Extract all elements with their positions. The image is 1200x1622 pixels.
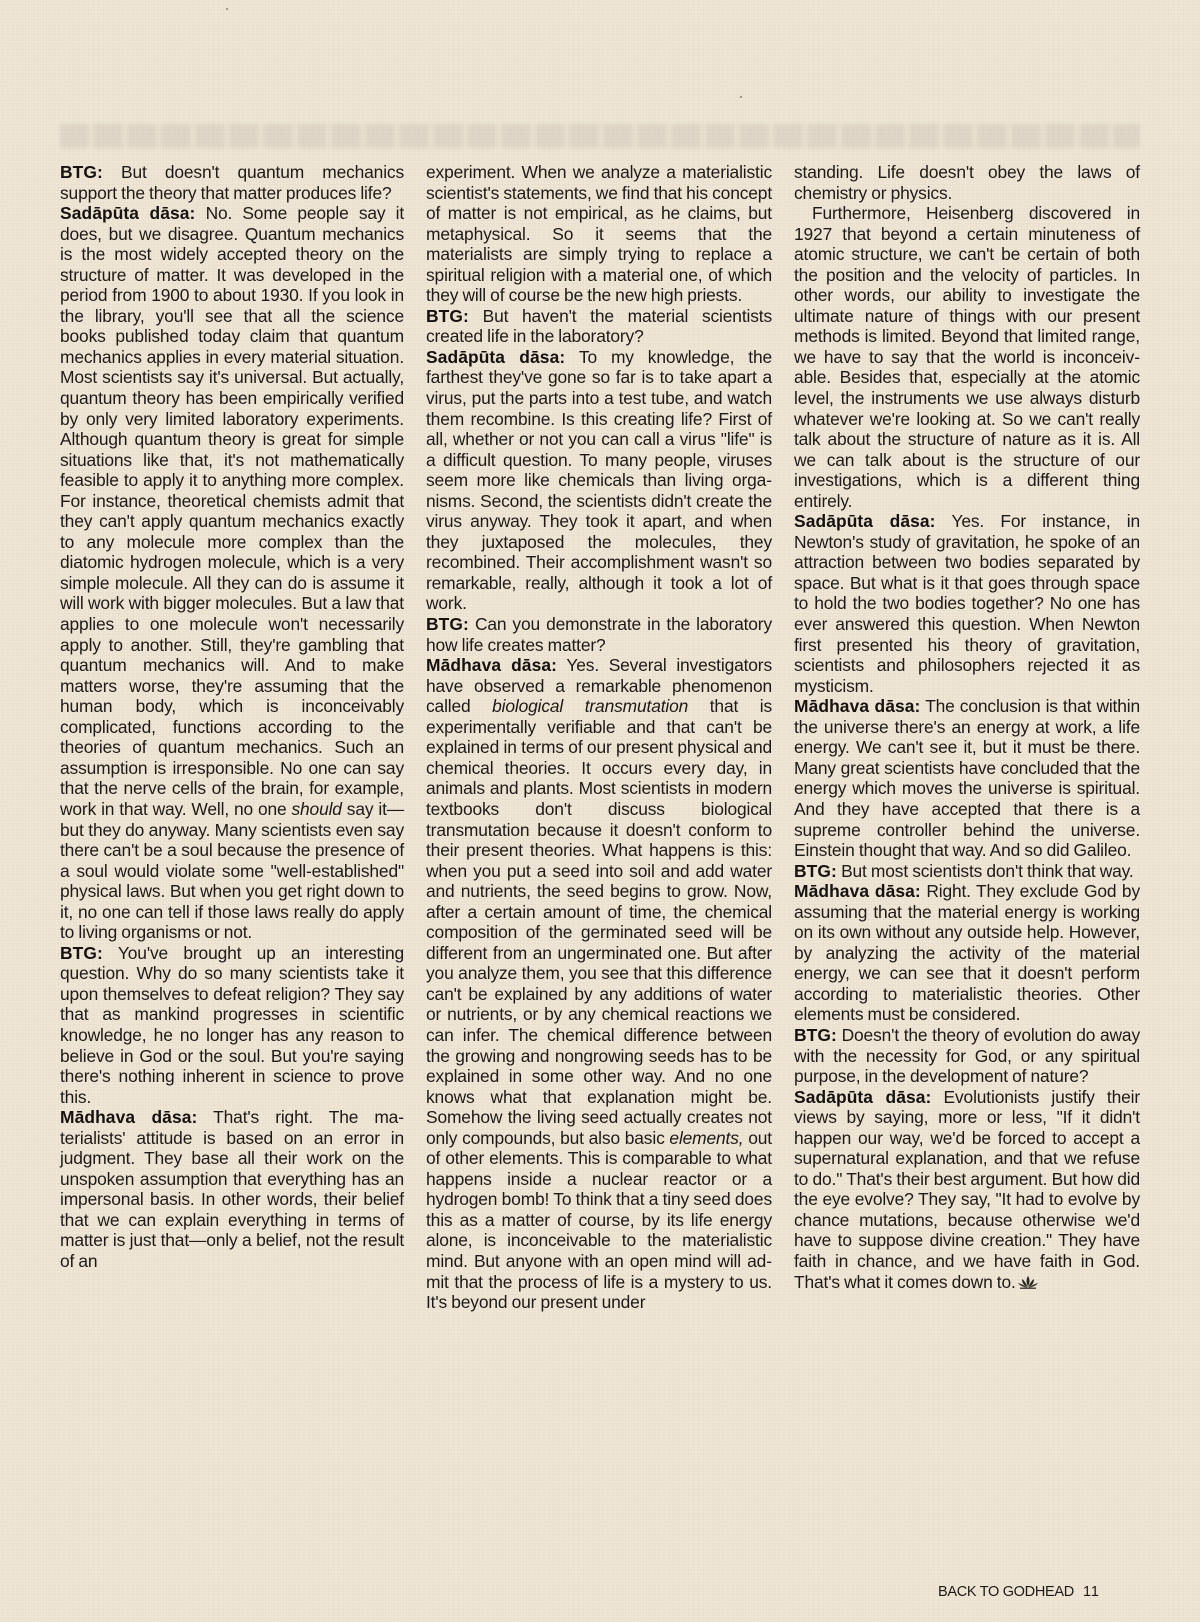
- body-text: Right. They exclude God by assuming that the material energy is working on its own without any outside help. However, by analyzing the activity of the material energy, we can see that it doesn't perform according to materialistic theories. Other elements must be considered.: [794, 881, 1140, 1025]
- dialogue-paragraph: [426, 614, 772, 655]
- speaker-label: BTG:: [426, 614, 469, 635]
- speaker-label: Mādhava dāsa:: [794, 881, 921, 902]
- dialogue-paragraph: [794, 881, 1140, 1025]
- page-number: 11: [1082, 1584, 1100, 1600]
- dialogue-paragraph: [426, 655, 772, 1313]
- speaker-label: Mādhava dāsa:: [60, 1107, 198, 1128]
- speaker-label: Sadāpūta dāsa:: [794, 511, 936, 532]
- speaker-label: BTG:: [794, 860, 837, 881]
- paper-speck: [226, 8, 228, 10]
- body-text: out of other elements. This is comparable to what happens inside a nuclear reactor or a hydrogen bomb! To think that a tiny seed does this as a matter of course, by its life energy alone, is inconceivable to the materialistic mind. But anyone with an open mind will admit that the process of life is a mystery to us. It's beyond our present under: [426, 1127, 772, 1313]
- speaker-label: Mādhava dāsa:: [794, 696, 921, 717]
- body-text: You've brought up an interesting question. Why do so many scientists take it upon themselves to defeat religion? They say that as mankind progresses in scientific knowledge, he no longer has any reason to believe in God or the soul. But you're saying there's nothing inherent in science to prove this.: [60, 942, 404, 1107]
- column-1: [60, 162, 404, 1313]
- body-text: But doesn't quantum mechanics support the theory that matter produces life?: [60, 162, 404, 203]
- speaker-label: Sadāpūta dāsa:: [794, 1086, 932, 1107]
- text-paragraph: [794, 162, 1140, 203]
- emphasized-text: should: [291, 798, 342, 819]
- speaker-label: BTG:: [60, 162, 103, 182]
- column-3: [794, 162, 1140, 1313]
- body-text: To my knowledge, the farthest they've gone so far is to take apart a virus, put the parts into a test tube, and watch them recombine. Is this creating life? First of all, whether or not you can call a virus "life" is a difficult question. To many people, viruses seem more like chemicals than living organisms. Second, the scientists didn't create the virus anyway. They took it apart, and when they juxtaposed the molecules, they recombined. Their accomplishment wasn't so remarkable, really, although it took a lot of work.: [426, 346, 772, 614]
- publication-name: BACK TO GODHEAD: [937, 1584, 1074, 1600]
- paper-speck: [740, 96, 742, 98]
- body-text: That's right. The materialists' attitude is based on an error in judgment. They base all their work on the unspoken assumption that everything has an impersonal basis. In other words, their belief that we can explain everything in terms of matter is just that—only a belief, not the result of an: [60, 1107, 405, 1271]
- dialogue-paragraph: [794, 861, 1140, 882]
- emphasized-text: biological transmutation: [492, 696, 689, 717]
- body-text: Doesn't the theory of evolution do away with the necessity for God, or any spiritual purpose, in the development of nature?: [794, 1024, 1140, 1087]
- page-footer: [938, 1584, 1100, 1600]
- dialogue-paragraph: [426, 347, 772, 614]
- body-text: standing. Life doesn't obey the laws of chemistry or physics.: [794, 162, 1140, 203]
- body-text: that is experimentally verifiable and that can't be explained in terms of our present physical and chemical theories. It occurs every day, in animals and plants. Most scientists in modern textbooks don't discuss biological transmutation because it doesn't conform to their present theories. What happens is this: when you put a seed into soil and add water and nutrients, the seed begins to grow. Now, after a certain amount of time, the chemical composition of the germinated seed will be different from an ungerminated one. But after you analyze them, you see that this difference can't be explained by any additions of water or nutrients, or by any chemical reactions we can infer. The chemical difference between the growing and nongrowing seeds has to be explained in some other way. And no one knows what that explanation might be. Somehow the living seed actually creates not only compounds, but also basic: [426, 696, 772, 1148]
- text-paragraph: [794, 203, 1140, 511]
- emphasized-text: elements,: [669, 1127, 744, 1148]
- lotus-icon: [1017, 1275, 1039, 1289]
- speaker-label: BTG:: [60, 942, 103, 963]
- body-text: Yes. Several investigators have observed a remarkable phenomenon called: [426, 655, 772, 717]
- body-text: say it—but they do anyway. Many scientists even say there can't be a soul because the presence of a soul would violate some "well-established" physical laws. But when you get right down to it, no one can tell if those laws really do apply to living organisms or not.: [60, 798, 404, 943]
- speaker-label: Mādhava dāsa:: [426, 655, 558, 676]
- dialogue-paragraph: [794, 696, 1140, 860]
- dialogue-paragraph: [60, 203, 404, 943]
- body-text: Evolutionists justify their views by saying, more or less, "If it didn't happen our way, we'd be forced to accept a supernatural explanation, and that we refuse to do." That's their best argument. But how did the eye evolve? They say, "It had to evolve by chance mutations, because otherwise we'd have to suppose divine creation." They have faith in chance, and we have faith in God. That's what it comes down to.: [794, 1086, 1140, 1292]
- speaker-label: BTG:: [426, 305, 469, 326]
- dialogue-paragraph: [794, 1087, 1140, 1292]
- speaker-label: Sadāpūta dāsa:: [426, 346, 566, 367]
- body-text: Yes. For instance, in Newton's study of gravitation, he spoke of an attraction between two bodies separated by space. But what is it that goes through space to hold the two bodies together? No one has ever answered this question. When Newton first presented his theory of gravitation, scientists and philosophers rejected it as mysticism.: [794, 511, 1141, 696]
- dialogue-paragraph: [794, 511, 1140, 696]
- column-2: [426, 162, 772, 1313]
- body-text: Can you demonstrate in the laboratory how life creates matter?: [426, 614, 772, 655]
- body-text: But haven't the material scientists created life in the laboratory?: [426, 305, 772, 347]
- body-text: The conclusion is that within the universe there's an energy at work, a life energy. We can't see it, but it must be there. Many great scientists have concluded that the energy which moves the universe is spiritual. And they have accepted that there is a supreme controller behind the universe. Einstein thought that way. And so did Galileo.: [794, 696, 1141, 861]
- dialogue-paragraph: [60, 1107, 404, 1271]
- dialogue-paragraph: [60, 162, 404, 203]
- body-text: experiment. When we analyze a materialistic scientist's statements, we find that his concept of matter is not empirical, as he claims, but metaphysical. So it seems that the materialists are simply trying to replace a spiritual religion with a material one, of which they will of course be the new high priests.: [426, 162, 772, 306]
- speaker-label: BTG:: [794, 1024, 837, 1045]
- dialogue-paragraph: [426, 306, 772, 347]
- dialogue-paragraph: [60, 943, 404, 1107]
- text-paragraph: [426, 162, 772, 306]
- article-body: [60, 162, 1140, 1313]
- reverse-page-show-through: [60, 124, 1140, 148]
- body-text: But most scientists don't think that way.: [836, 860, 1134, 881]
- speaker-label: Sadāpūta dāsa:: [60, 203, 196, 224]
- dialogue-paragraph: [794, 1025, 1140, 1087]
- body-text: No. Some people say it does, but we disagree. Quantum mechanics is the most widely accepted theory on the structure of matter. It was developed in the period from 1900 to about 1930. If you look in the library, you'll see that all the science books published today claim that quantum mechanics applies in every material situation. Most scientists say it's universal. But actually, quantum theory has been empirically verified by only very limited laboratory experiments. Although quantum theory is great for simple situations like that, it's not mathematically feasible to apply it to anything more complex. For instance, theoretical chemists admit that they can't apply quantum mechanics exactly to any molecule more complex than the diatomic hydrogen molecule, which is a very simple molecule. All they can do is assume it will work with bigger molecules. But a law that applies to one molecule won't necessarily apply to another. Still, they're gambling that quantum mechanics will. And to make matters worse, they're assuming that the human body, which is inconceivably complicated, functions according to the theories of quantum mechanics. Such an assumption is irresponsible. No one can say that the nerve cells of the brain, for example, work in that way. Well, no one: [60, 203, 404, 819]
- body-text: Furthermore, Heisenberg discovered in 1927 that beyond a certain minuteness of atomic structure, we can't be certain of both the position and the velocity of particles. In other words, our ability to investigate the ultimate nature of things with our present methods is limited. Beyond that limited range, we have to say that the world is inconceivable. Besides that, especially at the atomic level, the instruments we use always disturb whatever we're looking at. So we can't really talk about the structure of nature as it is. All we can talk about is the structure of our investigations, which is a different thing entirely.: [794, 203, 1140, 511]
